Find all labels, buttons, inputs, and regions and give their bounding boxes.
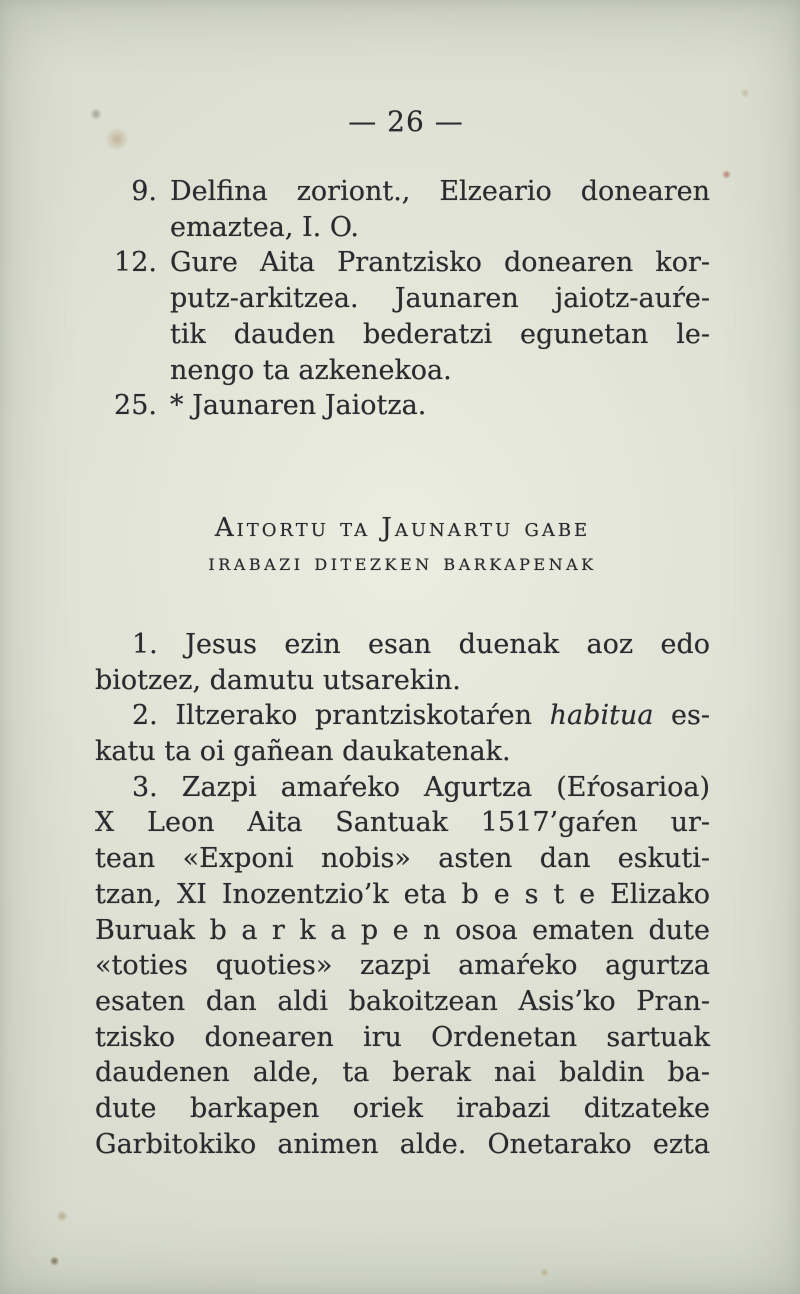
text-line [95,663,710,699]
italic-term: habitua [549,700,654,732]
feast-day-number: 25. [114,390,157,422]
feast-list-item [113,388,710,424]
text-line: * Jaunaren Jaiotza. [170,390,427,422]
text-segment: Buruak b a r k a p e n osoa ematen dute [95,914,710,946]
text-line [95,1055,710,1091]
paper-stain [540,1268,549,1277]
text-line [95,841,710,877]
section-heading-line1: Aitortu ta Jaunartu gabe [214,512,591,543]
section-heading [95,511,710,581]
text-line: emaztea, I. O. [170,211,359,243]
page-number: — 26 — [348,105,464,138]
paragraph [95,627,710,698]
text-line [95,1020,710,1056]
text-segment: esaten dan aldi bakoitzean Asis’ko Pran- [95,985,710,1017]
text-segment: «toties quoties» zazpi amaŕeko agurtza [95,950,710,982]
text-line [95,627,710,663]
paragraph [95,698,710,769]
text-segment: tzisko donearen iru Ordenetan sartuak [95,1021,710,1053]
feast-day-number: 9. [131,176,157,207]
text-line [95,1091,710,1127]
text-line [95,984,710,1020]
text-line [95,913,710,949]
text-segment: 2. Iltzerako prantziskotaŕen [132,700,550,732]
text-segment: dute barkapen oriek irabazi ditzateke [95,1093,710,1125]
text-segment: es- [653,700,710,732]
text-line: Gure Aita Prantzisko donearen kor- [170,247,710,279]
body-paragraphs [95,627,710,1163]
feast-list-item [113,245,710,388]
text-line: Delfina zoriont., Elzeario donearen [170,176,710,207]
feast-item-text [170,245,710,388]
text-line [95,770,710,806]
text-segment: Garbitokiko animen alde. Onetarako ezta [95,1128,710,1160]
text-line: tik dauden bederatzi egunetan le- [170,318,710,350]
paper-stain [722,170,731,179]
text-line [95,805,710,841]
feast-list-item [113,174,710,245]
feast-day-list [113,174,710,424]
text-line [95,1127,710,1163]
feast-item-text [170,174,710,245]
text-segment: tean «Exponi nobis» asten dan eskuti- [95,843,710,875]
text-line [95,734,710,770]
text-line [95,877,710,913]
text-line [95,698,710,734]
paper-stain [740,88,750,98]
feast-day-number: 12. [114,247,157,279]
paper-stain [56,1210,68,1222]
text-segment: tzan, XI Inozentzio’k eta b e s t e Elizako [95,878,710,910]
text-line: nengo ta azkenekoa. [170,354,452,386]
paragraph [95,770,710,1163]
paper-stain [50,1256,59,1266]
section-heading-line2: irabazi ditezken barkapenak [208,549,597,576]
text-segment: katu ta oi gañean daukatenak. [95,736,511,768]
text-segment: 3. Zazpi amaŕeko Agurtza (Eŕosarioa) [132,771,710,803]
text-line [95,948,710,984]
text-segment: 1. Jesus ezin esan duenak aoz edo [132,628,710,660]
text-segment: X Leon Aita Santuak 1517’gaŕen ur- [95,807,710,839]
text-segment: biotzez, damutu utsarekin. [95,664,461,696]
text-line: putz-arkitzea. Jaunaren jaiotz-auŕe- [170,283,710,315]
feast-item-text [170,388,710,424]
text-segment: daudenen alde, ta berak nai baldin ba- [95,1057,710,1089]
